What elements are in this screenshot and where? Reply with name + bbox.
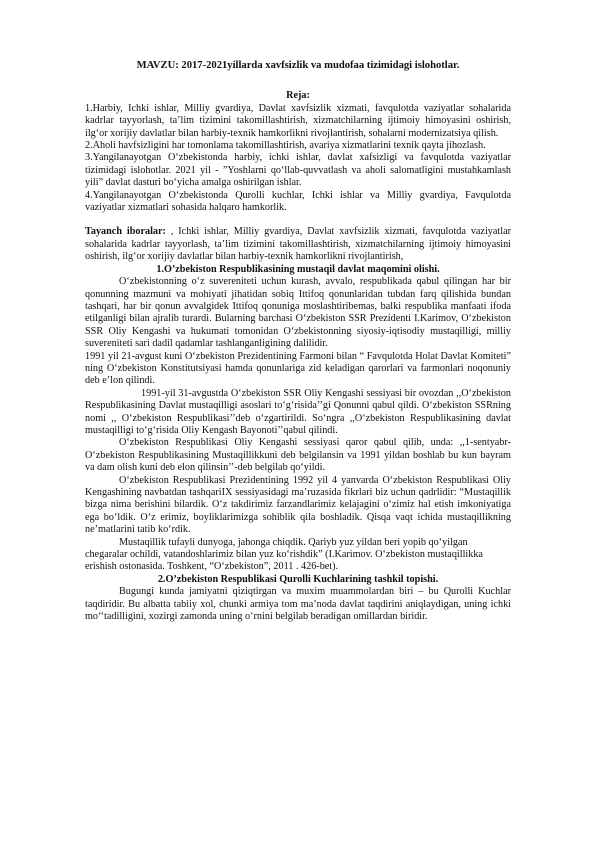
plan-heading: Reja: — [286, 90, 310, 102]
section-2-paragraph: Bugungi kunda jamiyatni qiziqtirgan va muxim muammolardan biri – bu Qurolli Kuchlar taqdiridir. Bu albatta tabiiy xol, chunki armiya tom ma’noda davlat taqdirini aniqlaydigan, uning ichki mo‘‘tadilligini, xozirgi zamonda uning o‘rnini belgilab beradigan omillardan biridir. — [85, 586, 511, 623]
document-page — [85, 54, 511, 623]
plan-item-3: 3.Yangilanayotgan O‘zbekistonda harbiy, ichki ishlar, davlat xafsizligi va favqulotda vaziyatlar tizimidagi islohotlar. 2021 yil - ”Yoshlarni qo‘llab-quvvatlash va aholi salomatligini mustahkamlash yili” davlat dasturi bo‘yicha amalga oshirilgan ishlar. — [85, 152, 511, 189]
spacer — [85, 214, 511, 226]
section-1-paragraph-1: O‘zbekistonning o‘z suvereniteti uchun kurash, avvalo, respublikada qabul qilingan har bir qonunning mazmuni va mohiyati jihatidan sobiq Ittifoq qonunlaridan tubdan farq qilishida bundan tashqari, har bir qonun avvalgidek Ittifoq qonuniga moslashtiribemas, balki respublika manfaati ifoda etilganligi bilan ajralib turardi. Bularning barchasi O‘zbekiston SSR Prezidenti I.Karimov, O‘zbekiston SSR Oliy Kengashi va hukumati tomonidan O‘zbekistonning siyosiy-iqtisodiy mustaqilligi, milliy suvereniteti sari dadil qadamlar tashlanganligining dalilidir. — [85, 276, 511, 350]
plan-item-1: 1.Harbiy, Ichki ishlar, Milliy gvardiya, Davlat xavfsizlik xizmati, favqulotda vaziyatlar sohalarida kadrlar tayyorlash, ta’lim tizimini takomillashtirish, xizmatchilarning ijtimoiy himoyasini oshirish, ilg‘or xorijiy davlatlar bilan harbiy-texnik hamkorlikni rivojlantirish, sohalarni modernizatsiya qilish. — [85, 102, 511, 139]
plan-item-4: 4.Yangilanayotgan O‘zbekistonda Qurolli kuchlar, Ichki ishlar va Milliy gvardiya, Favqulotda vaziyatlar xizmatlari sohasida halqaro hamkorlik. — [85, 189, 511, 214]
section-1-paragraph-4: O‘zbekiston Respublikasi Oliy Kengashi sessiyasi qaror qabul qilib, unda: ,,1-sentyabr- O‘zbekiston Respublikasining Mustaqillikkuni deb belgilansin va 1991 yildan boshlab bu kun bayram va dam olish kuni deb elon qilinsin’’-deb belgilab qo‘yildi. — [85, 437, 511, 474]
plan-item-2: 2.Aholi havfsizligini har tomonlama takomillashtirish, avariya xizmatlarini texnik qayta jihozlash. — [85, 140, 486, 152]
section-2-heading: 2.O’zbekiston Respublikasi Qurolli Kuchlarining tashkil topishi. — [157, 573, 439, 585]
section-1-paragraph-3: 1991-yil 31-avgustda O‘zbekiston SSR Oliy Kengashi sessiyasi bir ovozdan ,,O‘zbekiston Respublikasining Davlat mustaqilligi asoslari to‘g‘risida’’gi Qonunni qabul qildi. O‘zbekiston SSRning nomi ,, O‘zbekiston Respublikasi’’deb o‘zgartirildi. So‘ngra ,,O‘zbekiston Respublikasining davlat mustaqilligi to‘g‘risida Oliy Kengash Bayonoti’’qabul qilindi. — [85, 387, 511, 436]
document-title: MAVZU: 2017-2021yillarda xavfsizlik va mudofaa tizimidagi islohotlar. — [136, 60, 460, 71]
keywords-paragraph — [85, 226, 511, 263]
keywords-label: Tayanch iboralar: — [85, 226, 166, 238]
section-1-heading: 1.O’zbekiston Respublikasining mustaqil davlat maqomini olishi. — [156, 263, 440, 275]
section-1-paragraph-6: Mustaqillik tufayli dunyoga, jahonga chiqdik. Qariyb yuz yildan beri yopib qo‘yilgan chegaralar ochildi, vatandoshlarimiz bilan yuz ko‘rishdik” (I.Karimov. O‘zbekiston mustaqillikka erishish ostonasida. Toshkent, “O‘zbekiston”, 2011 . 426-bet). — [85, 536, 483, 573]
section-1-paragraph-2: 1991 yil 21-avgust kuni O‘zbekiston Prezidentining Farmoni bilan “ Favqulotda Holat Davlat Komiteti” ning O‘zbekiston Konstitutsiyasi hamda qonunlariga zid keladigan qarorlari va farmonlari noqonuniy deb e’lon qilindi. — [85, 350, 511, 387]
keywords-text: , Ichki ishlar, Milliy gvardiya, Davlat xavfsizlik xizmati, favqulotda vaziyatlar sohalarida kadrlar tayyorlash, ta’lim tizimini takomillashtirish, xizmatchilarning ijtimoiy himoyasini oshirish, ilg‘or xorijiy davlatlar bilan harbiy-texnik hamkorlikni rivojlantirish, — [85, 226, 511, 263]
section-1-paragraph-5: O‘zbekiston Respublikasi Prezidentining 1992 yil 4 yanvarda O‘zbekiston Respublikasi Oliy Kengashining navbatdan tashqariIX sessiyasidagi ma’ruzasida fikrlari biz uchun qadrlidir: “Mustaqillik bizga nima berishini bilardik. O‘z takdirimiz farzandlarimiz kelajagini o‘zimiz hal etish imkoniyatiga ega bo‘ldik. O‘z erimiz, boyliklarimizga sohiblik qila boshladik. Qisqa vaqt ichida mustaqillikning ne’matlarini tatib ko‘rdik. — [85, 474, 511, 536]
